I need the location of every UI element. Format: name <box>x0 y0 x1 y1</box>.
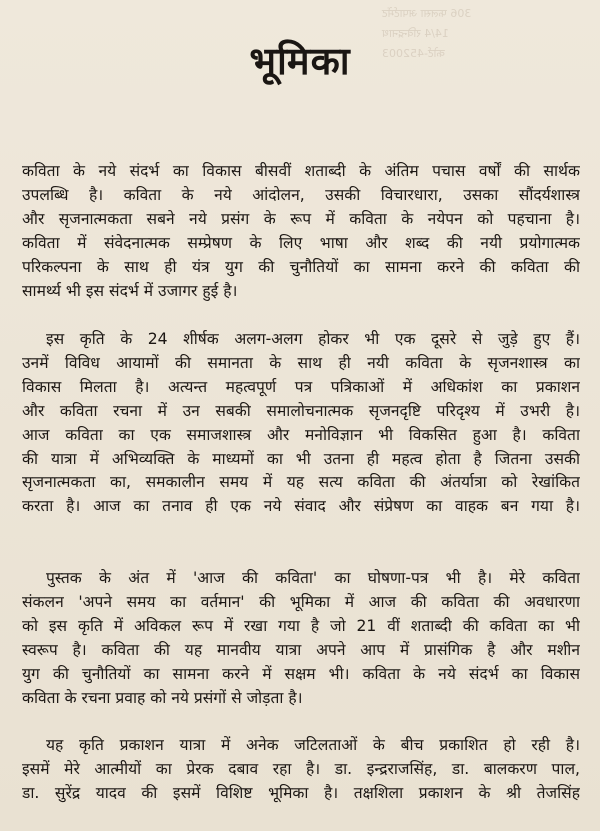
text-line: करता है। आज का तनाव ही एक नये संवाद और संप्रेषण का वाहक बन गया है। <box>22 497 580 516</box>
text-line: स्वरूप है। कविता की यह मानवीय यात्रा अपने आप में प्रासंगिक है और मशीन <box>22 640 580 659</box>
text-line: कविता के नये संदर्भ का विकास बीसवीं शताब्दी के अंतिम पचास वर्षों की सार्थक <box>22 162 580 180</box>
text-line: संकलन 'अपने समय का वर्तमान' की भूमिका में आज की कविता की अवधारणा <box>22 592 580 611</box>
page-title: भूमिका <box>249 39 351 83</box>
text-line: और कविता रचना में उन सबकी समालोचनात्मक सृजनदृष्टि परिदृश्य में उभरी है। <box>22 401 580 420</box>
text-line: की यात्रा में अभिव्यक्ति के माध्यमों का भी उतना ही महत्व होता है जितना उसकी <box>22 449 580 468</box>
text-line: कविता के रचना प्रवाह को नये प्रसंगों से जोड़ता है। <box>22 688 303 707</box>
text-line: परिकल्पना के साथ ही यंत्र युग की चुनौतियों का सामना करने की कविता की <box>22 257 580 276</box>
text-line: इस कृति के 24 शीर्षक अलग-अलग होकर भी एक दूसरे से जुड़े हुए हैं। <box>46 330 580 348</box>
text-line: डा. सुरेंद्र यादव की इसमें विशिष्ट भूमिका है। तक्षशिला प्रकाशन के श्री तेजसिंह <box>22 783 580 802</box>
bleed-line: 306 फलसा अपार्टमेंट <box>382 7 472 20</box>
text-line: उपलब्धि है। कविता के नये आंदोलन, उसकी विचारधारा, उसका सौंदर्यशास्त्र <box>22 185 580 204</box>
text-line: को इस कृति में अविकल रूप में रखा गया है जो 21 वीं शताब्दी की कविता का भी <box>22 616 580 635</box>
text-line: आज कविता का एक समाजशास्त्र और मनोविज्ञान भी विकसित हुआ है। कविता <box>22 425 580 444</box>
text-line: यह कृति प्रकाशन यात्रा में अनेक जटिलताओं के बीच प्रकाशित हो रही है। <box>46 736 580 754</box>
paragraph-2 <box>22 328 580 519</box>
text-line: पुस्तक के अंत में 'आज की कविता' का घोषणा-पत्र भी है। मेरे कविता <box>46 569 580 587</box>
text-line: युग की चुनौतियों का सामना करने में सक्षम भी। कविता के नये संदर्भ का विकास <box>22 664 580 683</box>
text-line: विकास मिलता है। अत्यन्त महत्वपूर्ण पत्र पत्रिकाओं में अधिकांश का प्रकाशन <box>22 377 580 396</box>
paragraph-1 <box>22 160 580 303</box>
text-line: उनमें विविध आयामों की समानता के साथ ही नयी कविता के सृजनशास्त्र का <box>22 353 580 372</box>
paragraph-4 <box>22 734 580 806</box>
text-line: सामर्थ्य भी इस संदर्भ में उजागर हुई है। <box>22 281 238 300</box>
bleed-line: 14/4 रविन्द्रनाथ <box>382 27 449 40</box>
paragraph-3 <box>22 567 580 710</box>
text-line: इसमें मेरे आत्मीयों का प्रेरक दबाव रहा है। डा. इन्द्रराजसिंह, डा. बालकरण पाल, <box>22 759 580 778</box>
text-line: सृजनात्मकता का, समकालीन समय में यह सत्य कविता की अंतर्यात्रा को रेखांकित <box>22 473 580 492</box>
bleed-line: कोर्ट-452003 <box>382 47 445 60</box>
text-line: कविता में संवेदनात्मक सम्प्रेषण के लिए भाषा और शब्द की नयी प्रयोगात्मक <box>22 233 580 252</box>
text-line: और सृजनात्मकता सबने नये प्रसंग के रूप में कविता के नयेपन को पहचाना है। <box>22 209 580 228</box>
